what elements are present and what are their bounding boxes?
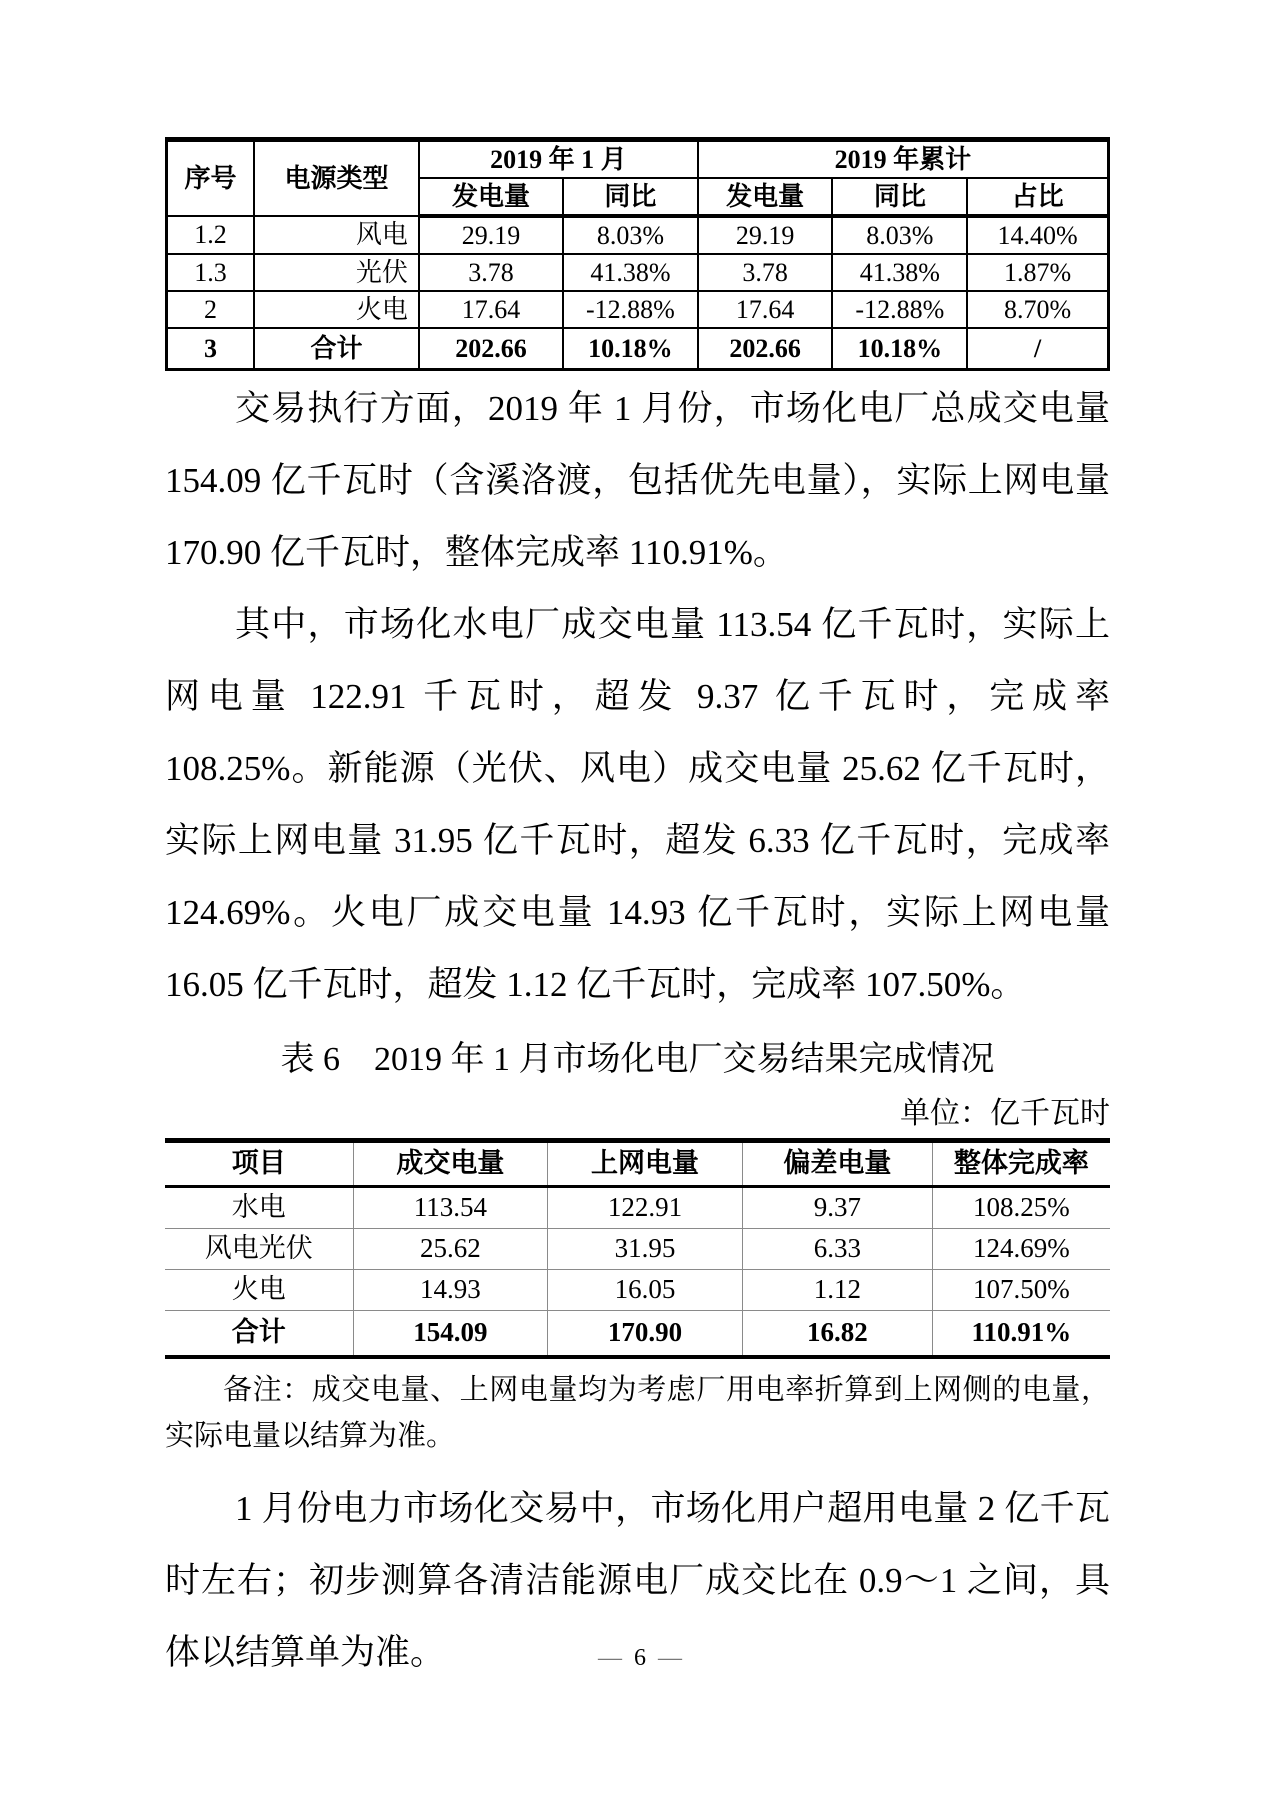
footer-dash: —: [598, 1645, 622, 1671]
table-cell: 31.95: [548, 1229, 743, 1270]
table-cell: 124.69%: [932, 1229, 1110, 1270]
table-cell: 1.87%: [967, 254, 1108, 291]
table-cell: 17.64: [698, 291, 833, 328]
column-header-yoy: 同比: [832, 178, 967, 216]
table-row: [165, 1229, 1110, 1270]
table-cell: 合计: [254, 328, 419, 370]
paragraph-market-trade: 1 月份电力市场化交易中，市场化用户超用电量 2 亿千瓦时左右；初步测算各清洁能源电厂成交比在 0.9～1 之间，具体以结算单为准。: [165, 1489, 1110, 1672]
table-cell: -12.88%: [832, 291, 967, 328]
page-number: 6: [634, 1645, 646, 1671]
table-cell: 1.12: [742, 1270, 932, 1311]
table-cell: 6.33: [742, 1229, 932, 1270]
table-cell: 41.38%: [832, 254, 967, 291]
table-row: [167, 216, 1109, 254]
table-cell: 14.93: [353, 1270, 548, 1311]
trade-result-table: [165, 1138, 1110, 1359]
table-row: [165, 1187, 1110, 1229]
column-header-deviation-volume: 偏差电量: [742, 1141, 932, 1187]
table-total-row: [165, 1311, 1110, 1358]
column-header-generation: 发电量: [698, 178, 833, 216]
table-row: [167, 254, 1109, 291]
table-cell: 1.3: [167, 254, 255, 291]
table-cell: 水电: [165, 1187, 353, 1229]
table-row: [165, 1270, 1110, 1311]
table-cell: 3: [167, 328, 255, 370]
column-header-yoy: 同比: [563, 178, 698, 216]
column-header-seq: 序号: [167, 140, 255, 217]
table-header-row: [167, 140, 1109, 179]
table-cell: 8.03%: [563, 216, 698, 254]
table-cell: 8.70%: [967, 291, 1108, 328]
footer-dash: —: [658, 1645, 682, 1671]
table-total-row: [167, 328, 1109, 370]
column-header-item: 项目: [165, 1141, 353, 1187]
table-cell: 风电光伏: [165, 1229, 353, 1270]
table-header-row: [165, 1141, 1110, 1187]
table-cell: /: [967, 328, 1108, 370]
table6-unit-label: 单位：亿千瓦时: [900, 1097, 1110, 1130]
column-header-grid-volume: 上网电量: [548, 1141, 743, 1187]
table-cell: 113.54: [353, 1187, 548, 1229]
column-header-completion-rate: 整体完成率: [932, 1141, 1110, 1187]
column-header-share: 占比: [967, 178, 1108, 216]
paragraph-trade-execution: 交易执行方面，2019 年 1 月份，市场化电厂总成交电量 154.09 亿千瓦时（含溪洛渡，包括优先电量），实际上网电量 170.90 亿千瓦时，整体完成率 110.91%。: [165, 389, 1110, 572]
table-cell: 122.91: [548, 1187, 743, 1229]
table6-note: 备注：成交电量、上网电量均为考虑厂用电率折算到上网侧的电量，实际电量以结算为准。: [165, 1374, 1110, 1452]
table-cell: 202.66: [698, 328, 833, 370]
body-text: [165, 373, 1110, 1021]
table-cell: 10.18%: [563, 328, 698, 370]
table-cell: 41.38%: [563, 254, 698, 291]
table-cell: 光伏: [254, 254, 419, 291]
table-cell: 3.78: [419, 254, 563, 291]
table-cell: 14.40%: [967, 216, 1108, 254]
table-cell: 火电: [165, 1270, 353, 1311]
table-cell: 1.2: [167, 216, 255, 254]
page-content: [165, 137, 1110, 1689]
table-cell: 202.66: [419, 328, 563, 370]
table-cell: 3.78: [698, 254, 833, 291]
table-cell: 10.18%: [832, 328, 967, 370]
table-cell: 29.19: [419, 216, 563, 254]
column-group-cumulative: 2019 年累计: [698, 140, 1109, 179]
table-cell: 16.82: [742, 1311, 932, 1358]
table-cell: -12.88%: [563, 291, 698, 328]
table-cell: 风电: [254, 216, 419, 254]
table-cell: 25.62: [353, 1229, 548, 1270]
power-generation-table: [165, 137, 1110, 371]
table-cell: 9.37: [742, 1187, 932, 1229]
table-cell: 8.03%: [832, 216, 967, 254]
table-cell: 107.50%: [932, 1270, 1110, 1311]
table-cell: 17.64: [419, 291, 563, 328]
table-cell: 154.09: [353, 1311, 548, 1358]
column-header-type: 电源类型: [254, 140, 419, 217]
table-cell: 110.91%: [932, 1311, 1110, 1358]
column-header-generation: 发电量: [419, 178, 563, 216]
column-header-traded-volume: 成交电量: [353, 1141, 548, 1187]
table-cell: 170.90: [548, 1311, 743, 1358]
table6-caption: 表 6 2019 年 1 月市场化电厂交易结果完成情况: [280, 1041, 995, 1078]
paragraph-breakdown: 其中，市场化水电厂成交电量 113.54 亿千瓦时，实际上网电量 122.91 千瓦时，超发 9.37 亿千瓦时，完成率 108.25%。新能源（光伏、风电）成交电量 25.62 亿千瓦时，实际上网电量 31.95 亿千瓦时，超发 6.33 亿千瓦时，完成率 124.69%。火电厂成交电量 14.93 亿千瓦时，实际上网电量 16.05 亿千瓦时，超发 1.12 亿千瓦时，完成率 107.50%。: [165, 605, 1110, 1004]
table-cell: 108.25%: [932, 1187, 1110, 1229]
column-group-month: 2019 年 1 月: [419, 140, 698, 179]
table-row: [167, 291, 1109, 328]
table-cell: 29.19: [698, 216, 833, 254]
table-cell: 16.05: [548, 1270, 743, 1311]
page-footer: [0, 1645, 1280, 1672]
table-cell: 2: [167, 291, 255, 328]
table-cell: 火电: [254, 291, 419, 328]
table-cell: 合计: [165, 1311, 353, 1358]
